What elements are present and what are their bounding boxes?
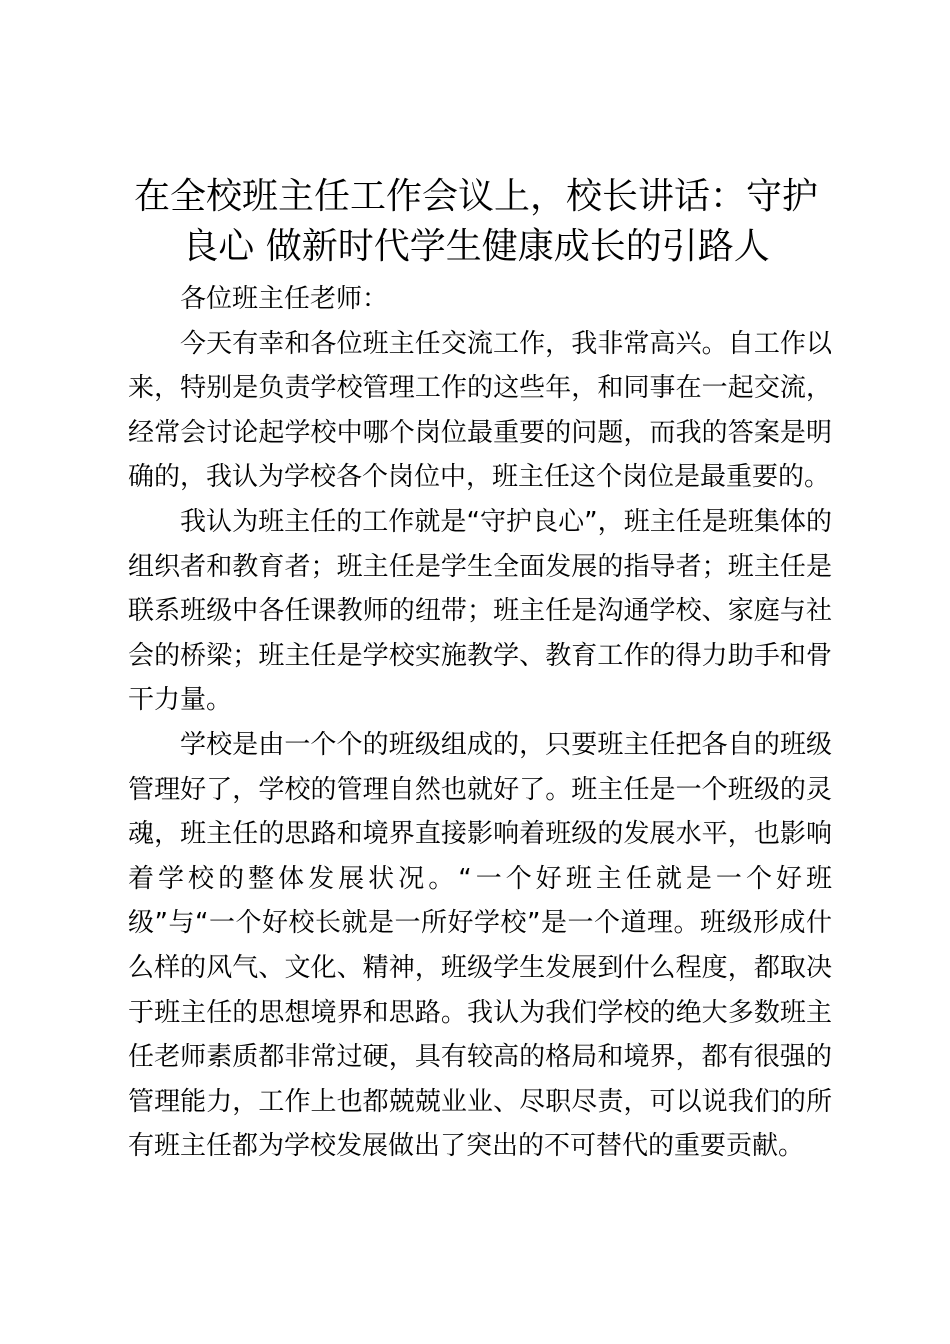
document-title: 在全校班主任工作会议上，校长讲话：守护良心 做新时代学生健康成长的引路人 [133,176,818,267]
paragraph-3: 学校是由一个个的班级组成的，只要班主任把各自的班级管理好了，学校的管理自然也就好了。班主任是一个班级的灵魂，班主任的思路和境界直接影响着班级的发展水平，也影响着学校的整体发展状况。“一个好班主任就是一个好班级”与“一个好校长就是一所好学校”是一个道理。班级形成什么样的风气、文化、精神，班级学生发展到什么程度，都取决于班主任的思想境界和思路。我认为我们学校的绝大多数班主任老师素质都非常过硬，具有较高的格局和境界，都有很强的管理能力，工作上也都兢兢业业、尽职尽责，可以说我们的所有班主任都为学校发展做出了突出的不可替代的重要贡献。 [128,729,832,1162]
paragraph-1: 今天有幸和各位班主任交流工作，我非常高兴。自工作以来，特别是负责学校管理工作的这些年，和同事在一起交流，经常会讨论起学校中哪个岗位最重要的问题，而我的答案是明确的，我认为学校各个岗位中，班主任这个岗位是最重要的。 [128,328,832,493]
document-body [128,277,832,1169]
paragraph-2: 我认为班主任的工作就是“守护良心”，班主任是班集体的组织者和教育者；班主任是学生全面发展的指导者；班主任是联系班级中各任课教师的纽带；班主任是沟通学校、家庭与社会的桥梁；班主任是学校实施教学、教育工作的得力助手和骨干力量。 [128,506,832,716]
salutation: 各位班主任老师： [180,284,389,314]
